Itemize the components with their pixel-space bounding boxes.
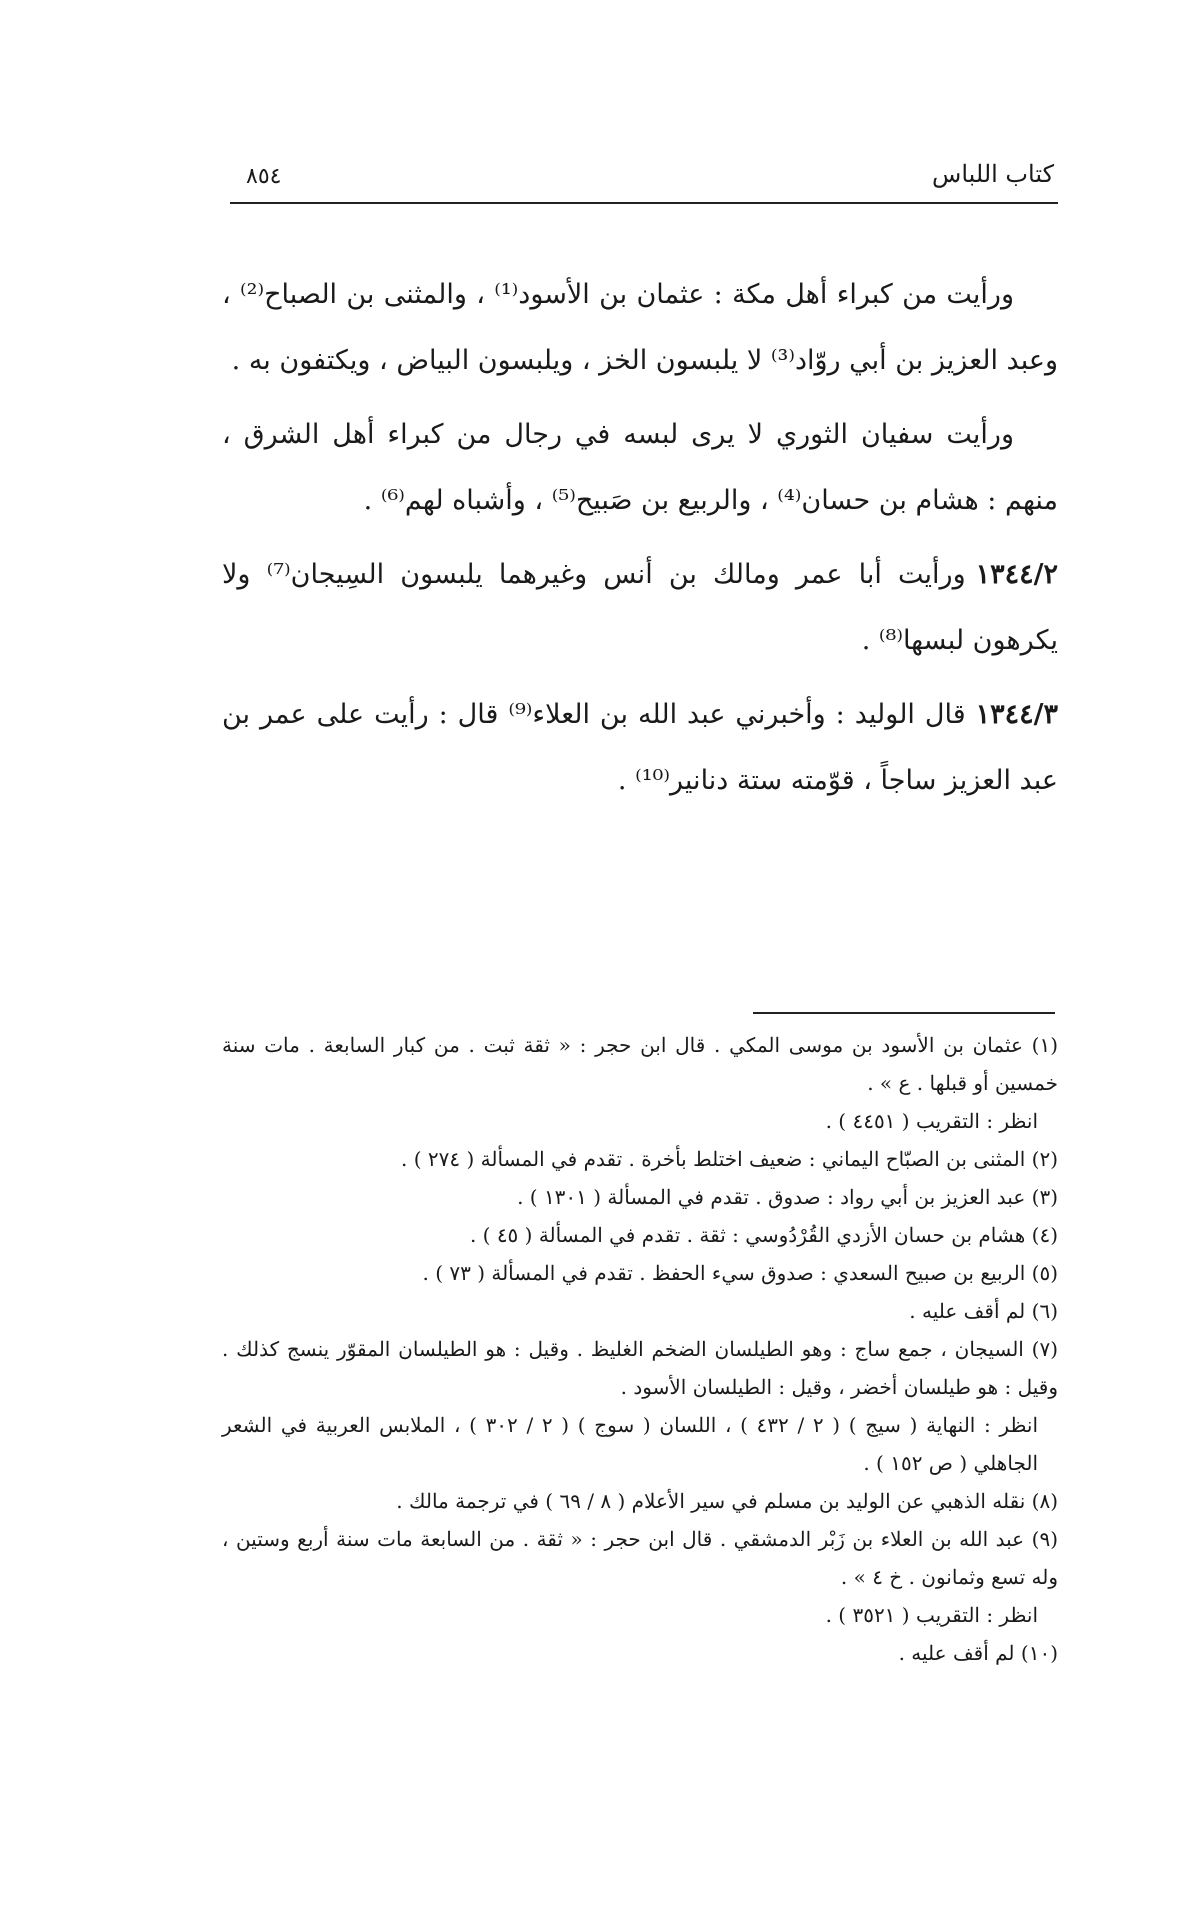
footnote-4: (٤) هشام بن حسان الأزدي القُرْدُوسي : ثقة . تقدم في المسألة ( ٤٥ ) . (469, 1223, 1058, 1247)
footnote-1: (١) عثمان بن الأسود بن موسى المكي . قال ابن حجر : « ثقة ثبت . من كبار السابعة . مات سنة خمسين أو قبلها . ع » . (222, 1033, 1058, 1095)
page-header (230, 160, 1058, 204)
paragraph-3 (222, 542, 1058, 674)
paragraph-3-text: ورأيت أبا عمر ومالك بن أنس وغيرهما يلبسون السِيجان⁽⁷⁾ ولا يكرهون لبسها⁽⁸⁾ . (222, 559, 1058, 656)
page-number: ٨٥٤ (246, 164, 282, 189)
footnote-5: (٥) الربيع بن صبيح السعدي : صدوق سيء الحفظ . تقدم في المسألة ( ٧٣ ) . (422, 1261, 1058, 1285)
footnote-9: (٩) عبد الله بن العلاء بن زَبْر الدمشقي . قال ابن حجر : « ثقة . من السابعة مات سنة أربع وستين ، وله تسع وثمانون . خ ٤ » . (222, 1527, 1058, 1589)
footnote-6: (٦) لم أقف عليه . (909, 1299, 1058, 1323)
footnote-7: (٧) السيجان ، جمع ساج : وهو الطيلسان الضخم الغليظ . وقيل : هو الطيلسان المقوّر ينسج كذلك . وقيل : هو طيلسان أخضر ، وقيل : الطيلسان الأسود . (222, 1337, 1059, 1399)
footnote-2: (٢) المثنى بن الصبّاح اليماني : ضعيف اختلط بأخرة . تقدم في المسألة ( ٢٧٤ ) . (401, 1147, 1058, 1171)
issue-number: ١٣٤٤/٢ (975, 559, 1058, 590)
issue-number: ١٣٤٤/٣ (975, 699, 1058, 730)
paragraph-1: ورأيت من كبراء أهل مكة : عثمان بن الأسود⁽¹⁾ ، والمثنى بن الصباح⁽²⁾ ، وعبد العزيز بن أبي روّاد⁽³⁾ لا يلبسون الخز ، ويلبسون البياض ، ويكتفون به . (222, 279, 1058, 376)
footnote-8: (٨) نقله الذهبي عن الوليد بن مسلم في سير الأعلام ( ٨ / ٦٩ ) في ترجمة مالك . (396, 1489, 1058, 1513)
paragraph-4 (222, 682, 1058, 814)
footnote-7-ref: انظر : النهاية ( سيج ) ( ٢ / ٤٣٢ ) ، اللسان ( سوج ) ( ٢ / ٣٠٢ ) ، الملابس العربية في الشعر الجاهلي ( ص ١٥٢ ) . (222, 1413, 1038, 1475)
running-title: كتاب اللباس (932, 160, 1054, 188)
footnotes (222, 1026, 1058, 1672)
paragraph-4-text: قال الوليد : وأخبرني عبد الله بن العلاء⁽⁹⁾ قال : رأيت على عمر بن عبد العزيز ساجاً ، قوّمته ستة دنانير⁽¹⁰⁾ . (222, 699, 1058, 796)
footnote-3: (٣) عبد العزيز بن أبي رواد : صدوق . تقدم في المسألة ( ١٣٠١ ) . (517, 1185, 1058, 1209)
footnote-9-ref: انظر : التقريب ( ٣٥٢١ ) . (825, 1603, 1038, 1627)
footnote-divider (753, 1012, 1055, 1014)
paragraph-2: ورأيت سفيان الثوري لا يرى لبسه في رجال من كبراء أهل الشرق ، منهم : هشام بن حسان⁽⁴⁾ ، والربيع بن صَبيح⁽⁵⁾ ، وأشباه لهم⁽⁶⁾ . (222, 419, 1058, 516)
footnote-1-ref: انظر : التقريب ( ٤٤٥١ ) . (825, 1109, 1038, 1133)
footnote-10: (١٠) لم أقف عليه . (898, 1641, 1058, 1665)
main-text (222, 262, 1058, 822)
